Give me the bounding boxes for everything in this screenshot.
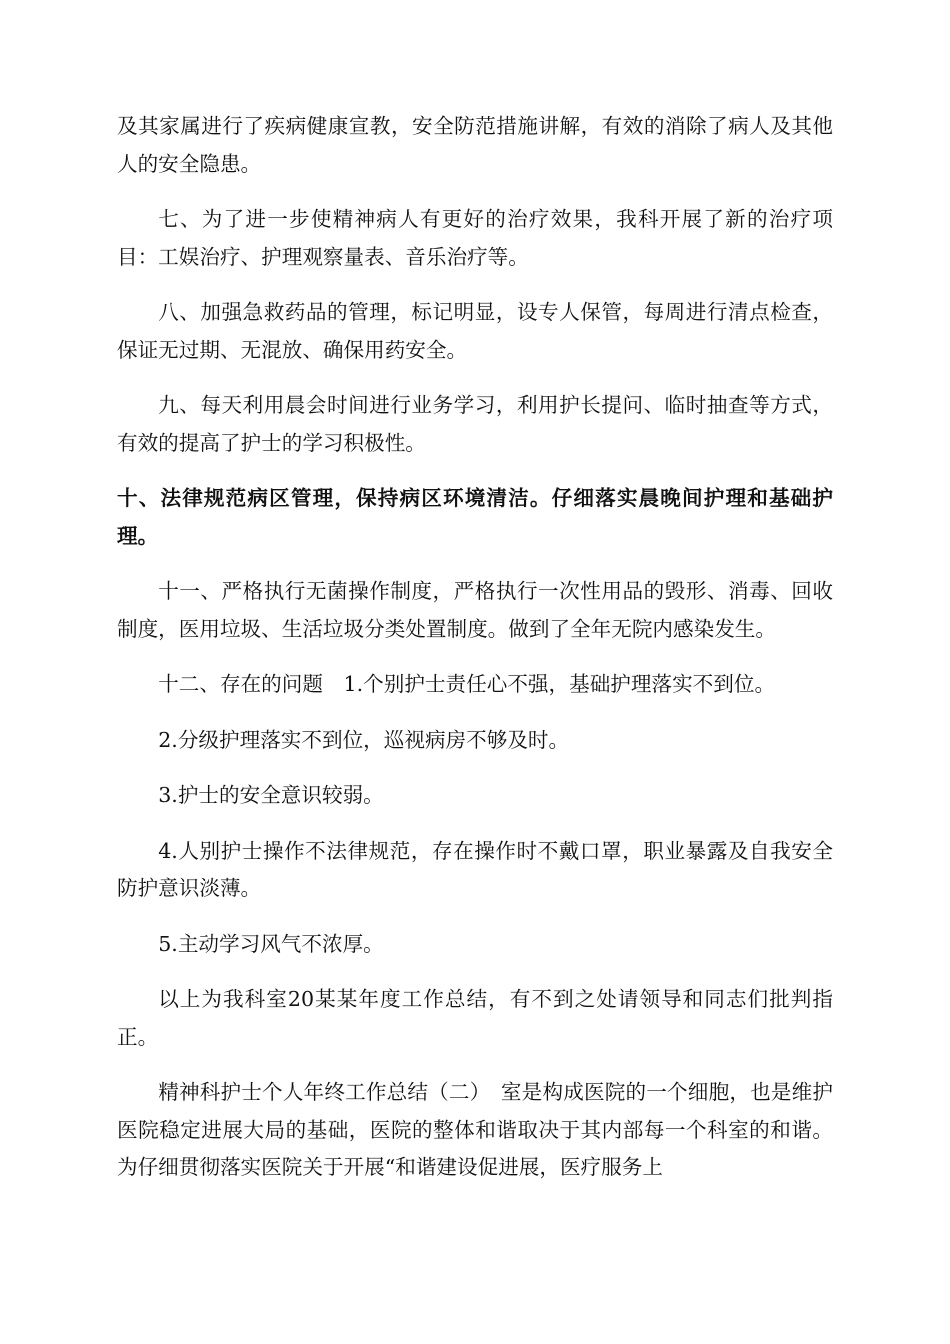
- paragraph-family-education: 及其家属进行了疾病健康宣教，安全防范措施讲解，有效的消除了病人及其他人的安全隐患。: [117, 114, 833, 176]
- paragraph-conclusion: 以上为我科室20某某年度工作总结，有不到之处请领导和同志们批判指正。: [117, 987, 833, 1049]
- paragraph-summary-two-intro: 精神科护士个人年终工作总结（二） 室是构成医院的一个细胞，也是维护医院稳定进展大局的基础，医院的整体和谐取决于其内部每一个科室的和谐。为仔细贯彻落实医院关于开展“和谐建设促进展，医疗服务上: [117, 1080, 833, 1179]
- paragraph-item-12-problems: 十二、存在的问题 1.个别护士责任心不强，基础护理落实不到位。: [158, 672, 776, 696]
- paragraph-item-8: 八、加强急救药品的管理，标记明显，设专人保管，每周进行清点检查，保证无过期、无混放、确保用药安全。: [117, 300, 833, 362]
- paragraph-item-9: 九、每天利用晨会时间进行业务学习，利用护长提问、临时抽查等方式，有效的提高了护士的学习积极性。: [117, 393, 833, 455]
- document-page: [117, 108, 833, 1205]
- paragraph-item-11: 十一、严格执行无菌操作制度，严格执行一次性用品的毁形、消毒、回收制度，医用垃圾、生活垃圾分类处置制度。做到了全年无院内感染发生。: [117, 579, 833, 641]
- paragraph-problem-4: 4.人别护士操作不法律规范，存在操作时不戴口罩，职业暴露及自我安全防护意识淡薄。: [117, 838, 833, 900]
- paragraph-item-7: 七、为了进一步使精神病人有更好的治疗效果，我科开展了新的治疗项目：工娱治疗、护理观察量表、音乐治疗等。: [117, 207, 833, 269]
- paragraph-problem-3: 3.护士的安全意识较弱。: [158, 783, 384, 807]
- paragraph-problem-2: 2.分级护理落实不到位，巡视病房不够及时。: [158, 727, 570, 752]
- paragraph-item-10-heading: 十、法律规范病区管理，保持病区环境清洁。仔细落实晨晚间护理和基础护理。: [117, 486, 833, 548]
- paragraph-problem-5: 5.主动学习风气不浓厚。: [158, 931, 384, 956]
